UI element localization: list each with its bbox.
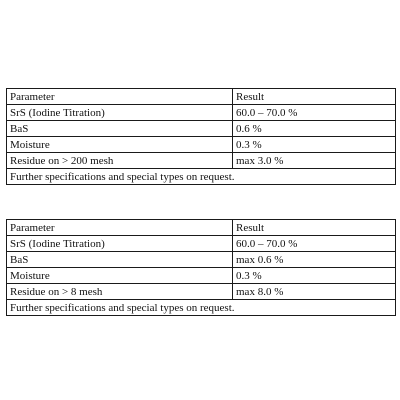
table-footer-row <box>7 169 396 185</box>
table-header-row <box>7 220 396 236</box>
table-row <box>7 121 396 137</box>
table-footer-note: Further specifications and special types on request. <box>7 169 396 185</box>
table-footer-row <box>7 300 396 316</box>
spec-table-1 <box>6 88 396 185</box>
table-row <box>7 268 396 284</box>
table-row <box>7 105 396 121</box>
cell-result: max 8.0 % <box>233 284 396 300</box>
cell-result: 0.3 % <box>233 137 396 153</box>
cell-parameter: BaS <box>7 121 233 137</box>
header-result: Result <box>233 89 396 105</box>
cell-parameter: Residue on > 8 mesh <box>7 284 233 300</box>
table-row <box>7 236 396 252</box>
table-row <box>7 284 396 300</box>
cell-parameter: BaS <box>7 252 233 268</box>
cell-result: max 3.0 % <box>233 153 396 169</box>
cell-result: 0.6 % <box>233 121 396 137</box>
cell-parameter: SrS (Iodine Titration) <box>7 236 233 252</box>
cell-result: 60.0 – 70.0 % <box>233 105 396 121</box>
table-footer-note: Further specifications and special types on request. <box>7 300 396 316</box>
cell-result: 0.3 % <box>233 268 396 284</box>
cell-result: 60.0 – 70.0 % <box>233 236 396 252</box>
cell-parameter: Moisture <box>7 137 233 153</box>
cell-parameter: SrS (Iodine Titration) <box>7 105 233 121</box>
table-header-row <box>7 89 396 105</box>
cell-result: max 0.6 % <box>233 252 396 268</box>
header-result: Result <box>233 220 396 236</box>
spec-table-2 <box>6 219 396 316</box>
table-row <box>7 252 396 268</box>
table-row <box>7 137 396 153</box>
header-parameter: Parameter <box>7 220 233 236</box>
table-row <box>7 153 396 169</box>
cell-parameter: Residue on > 200 mesh <box>7 153 233 169</box>
cell-parameter: Moisture <box>7 268 233 284</box>
header-parameter: Parameter <box>7 89 233 105</box>
